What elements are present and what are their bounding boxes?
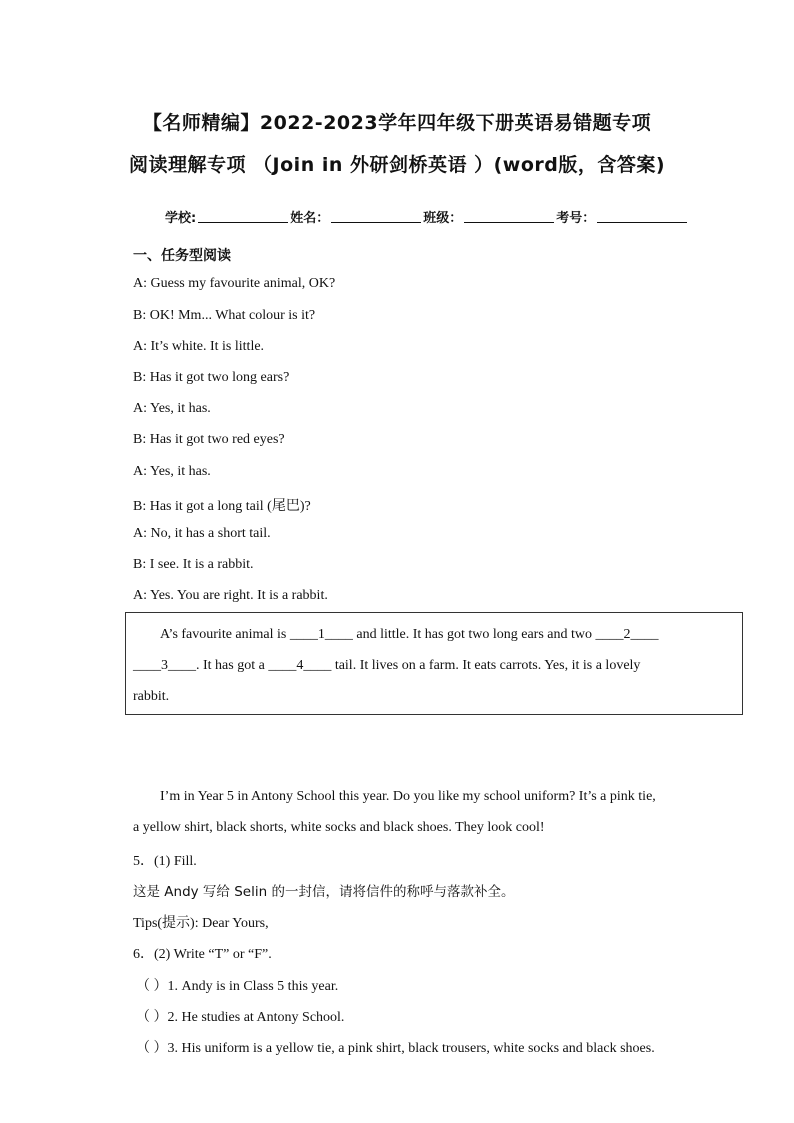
dialogue-line: A: Yes, it has.	[133, 401, 211, 416]
dialogue-line: A: Yes. You are right. It is a rabbit.	[133, 588, 328, 603]
question-5-instruction: 这是 Andy 写给 Selin 的一封信，请将信件的称呼与落款补全。	[133, 884, 515, 900]
class-blank[interactable]	[464, 210, 554, 223]
dialogue-line: B: Has it got a long tail (尾巴)?	[133, 499, 311, 514]
passage-line: I’m in Year 5 in Antony School this year. Do you like my school uniform? It’s a pink tie,	[160, 789, 656, 804]
name-blank[interactable]	[331, 210, 421, 223]
dialogue-line: B: OK! Mm... What colour is it?	[133, 308, 316, 323]
exam-number-label: 考号：	[556, 211, 596, 226]
tips-line: Tips(提示): Dear Yours,	[133, 916, 269, 931]
summary-line: rabbit.	[133, 689, 170, 704]
question-5: 5．(1) Fill.	[133, 854, 197, 869]
summary-line: ____3____. It has got a ____4____ tail. It lives on a farm. It eats carrots. Yes, it is a lovely	[133, 658, 641, 673]
student-info-row	[165, 207, 689, 226]
dialogue-line: A: Yes, it has.	[133, 464, 211, 479]
summary-box	[125, 612, 743, 715]
dialogue-line: B: Has it got two long ears?	[133, 370, 290, 385]
class-label: 班级：	[423, 211, 463, 226]
document-title-line1: 【名师精编】2022-2023学年四年级下册英语易错题专项	[142, 112, 652, 134]
name-label: 姓名：	[290, 211, 330, 226]
school-blank[interactable]	[198, 210, 288, 223]
dialogue-line: B: Has it got two red eyes?	[133, 432, 285, 447]
true-false-item[interactable]: （ ）1. Andy is in Class 5 this year.	[136, 979, 339, 994]
summary-line: A’s favourite animal is ____1____ and little. It has got two long ears and two ____2____	[160, 627, 659, 642]
school-label: 学校:	[165, 211, 197, 226]
dialogue-line: A: Guess my favourite animal, OK?	[133, 276, 336, 291]
true-false-item[interactable]: （ ）3. His uniform is a yellow tie, a pink shirt, black trousers, white socks and black shoes.	[136, 1041, 655, 1056]
document-title-line2: 阅读理解专项 （Join in 外研剑桥英语 ）(word版，含答案)	[128, 154, 666, 176]
dialogue-line: A: No, it has a short tail.	[133, 526, 271, 541]
question-6: 6．(2) Write “T” or “F”.	[133, 947, 272, 962]
section-heading: 一、任务型阅读	[133, 248, 231, 264]
true-false-item[interactable]: （ ）2. He studies at Antony School.	[136, 1010, 345, 1025]
dialogue-line: B: I see. It is a rabbit.	[133, 557, 254, 572]
exam-number-blank[interactable]	[597, 210, 687, 223]
passage-line: a yellow shirt, black shorts, white socks and black shoes. They look cool!	[133, 820, 545, 835]
dialogue-line: A: It’s white. It is little.	[133, 339, 265, 354]
